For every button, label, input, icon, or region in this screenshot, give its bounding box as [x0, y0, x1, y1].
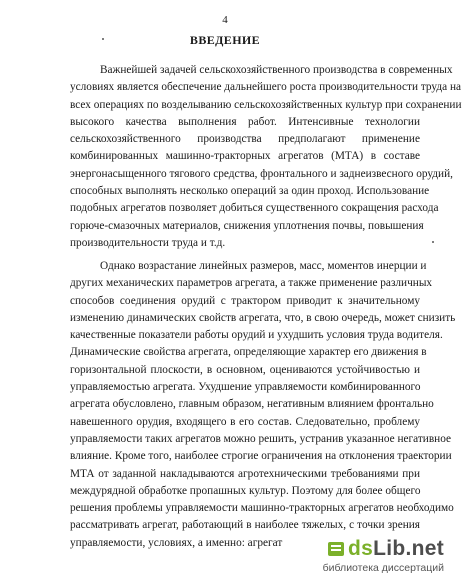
watermark-top: [327, 537, 444, 561]
text-line: сельскохозяйственного производства предполагают применение: [70, 133, 420, 146]
text-line: междурядной обработке пропашных культур. Поэтому для более общего: [70, 484, 421, 497]
text-line: рассматривать агрегат, работающий в наиболее тяжелых, с точки зрения: [70, 519, 420, 532]
watermark: [298, 537, 444, 577]
text-line: производительности труда и т.д.: [70, 236, 226, 249]
text-line: Динамические свойства агрегата, определяющие характер его движения в: [70, 346, 427, 359]
text-line: влияние. Кроме того, наиболее строгие ограничения на отклонения траектории: [70, 450, 452, 463]
watermark-brand: [348, 537, 444, 561]
text-line: МТА от заданной накладываются агротехническими требованиями при: [70, 467, 420, 480]
text-line: высокого качества выполнения работ. Интенсивные технологии: [70, 115, 420, 128]
text-line: горюче-смазочных материалов, снижения уплотнения почвы, повышения: [70, 219, 424, 232]
text-line: энергонасыщенного тягового средства, фронтального и заднеизвесного орудий,: [70, 167, 453, 180]
text-line: условиях является обеспечение дальнейшего роста производительности труда на: [70, 81, 462, 94]
watermark-ds: ds: [347, 537, 374, 560]
text-line: комбинированных машинно-тракторных агрегатов (МТА) в составе: [70, 150, 420, 163]
text-line: Однако возрастание линейных размеров, масс, моментов инерции и: [100, 260, 427, 272]
watermark-subtitle: библиотека диссертаций: [322, 562, 444, 574]
text-line: агрегата обусловлено, главным образом, негативным влиянием фронтально: [70, 398, 434, 411]
text-line: других механических параметров агрегата, а также применение различных: [70, 277, 433, 290]
section-heading: ВВЕДЕНИЕ: [189, 33, 261, 47]
book-logo-icon: [327, 540, 345, 558]
page-number: 4: [222, 14, 228, 26]
text-line: решения проблемы управляемости машинно-тракторных агрегатов необходимо: [70, 502, 454, 515]
text-line: изменению динамических свойств агрегата, что, в свою очередь, может снизить: [70, 311, 456, 324]
watermark-lib: Lib: [373, 537, 406, 560]
text-line: управляемости таких агрегатов можно решить, устранив указанное негативное: [70, 432, 452, 445]
text-line: управляемости, условиях, а именно: агрегат: [70, 536, 283, 549]
speck-mark: [102, 38, 104, 40]
text-line: способных выполнять несколько операций за один проход. Использование: [70, 185, 430, 198]
text-line: подобных агрегатов позволяет добиться существенного сокращения расхода: [70, 202, 439, 215]
paragraph-1: [70, 62, 462, 252]
text-line: Важнейшей задачей сельскохозяйственного производства в современных: [100, 64, 453, 76]
text-line: всех операциях по возделыванию сельскохозяйственных культур при сохранении: [70, 98, 462, 111]
text-line: навешенного орудия, входящего в его состав. Следовательно, проблему: [70, 415, 420, 428]
text-line: качественные показатели работы орудий и ухудшить условия труда водителя.: [70, 329, 443, 342]
speck-mark: [432, 241, 434, 243]
text-line: управляемостью агрегата. Ухудшение управляемости комбинированного: [70, 381, 421, 394]
text-line: горизонтальной плоскости, в основном, оцениваются устойчивостью и: [70, 363, 420, 376]
watermark-net: .net: [405, 537, 444, 560]
text-line: способов соединения орудий с трактором приводит к значительному: [70, 294, 420, 307]
